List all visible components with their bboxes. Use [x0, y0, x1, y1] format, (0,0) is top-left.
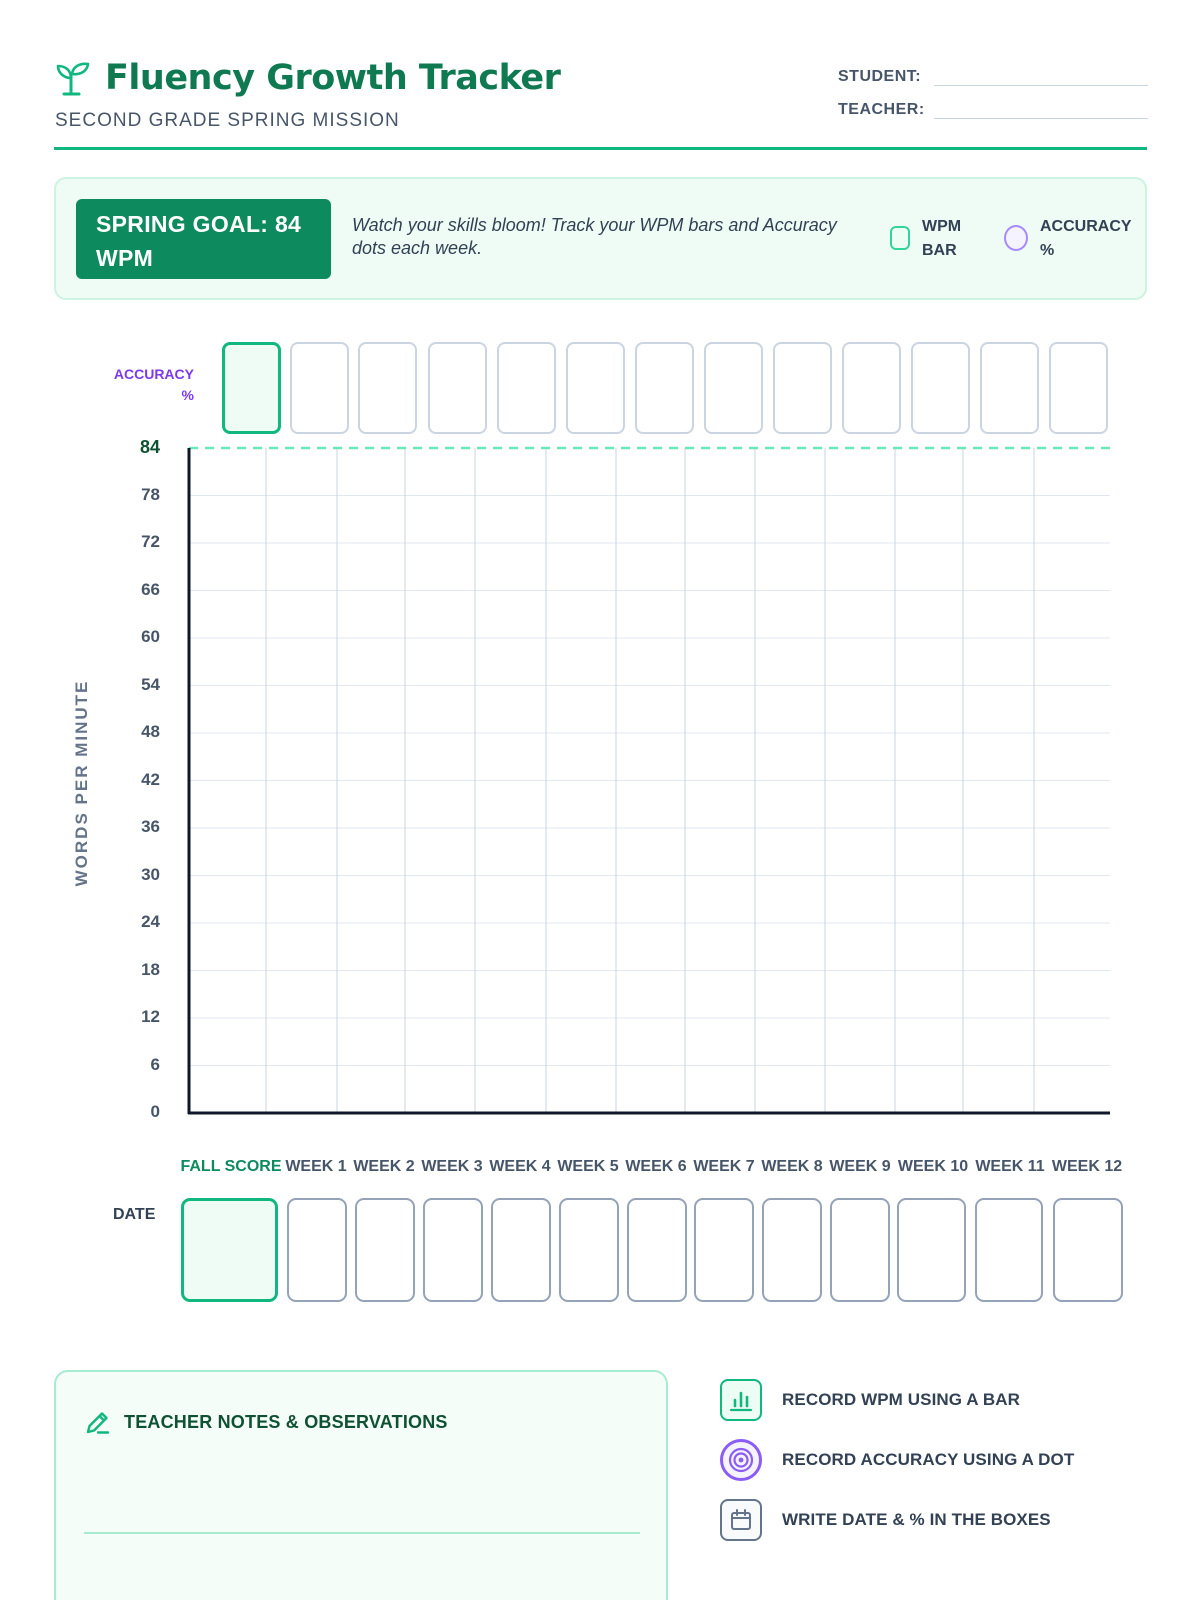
column-label: WEEK 12	[1051, 1158, 1123, 1175]
date-box[interactable]	[975, 1198, 1043, 1302]
column-label: WEEK 10	[897, 1158, 969, 1175]
page-subtitle: SECOND GRADE SPRING MISSION	[55, 110, 400, 131]
instruction-text: WRITE DATE & % IN THE BOXES	[782, 1510, 1051, 1529]
date-box[interactable]	[423, 1198, 483, 1302]
student-label: STUDENT:	[838, 68, 922, 85]
column-label: WEEK 3	[421, 1158, 483, 1175]
goal-badge: SPRING GOAL: 84 WPM	[76, 199, 331, 279]
notes-title: TEACHER NOTES & OBSERVATIONS	[124, 1412, 448, 1432]
column-label: WEEK 4	[489, 1158, 551, 1175]
calendar-icon	[720, 1499, 762, 1541]
date-box[interactable]	[627, 1198, 687, 1302]
y-tick-label: 24	[141, 912, 160, 931]
y-tick-label: 54	[141, 674, 160, 694]
target-icon	[720, 1439, 762, 1481]
column-label: WEEK 9	[829, 1158, 891, 1175]
teacher-label: TEACHER:	[838, 101, 925, 118]
goal-description: Watch your skills bloom! Track your WPM bars and Accuracy dots each week.	[352, 215, 837, 258]
date-box[interactable]	[287, 1198, 347, 1302]
y-tick-label: 72	[141, 532, 160, 551]
instruction-text: RECORD WPM USING A BAR	[782, 1390, 1020, 1409]
column-label: WEEK 2	[353, 1158, 415, 1175]
date-row-label: DATE	[113, 1206, 156, 1223]
date-box[interactable]	[762, 1198, 822, 1302]
column-label: WEEK 1	[285, 1158, 347, 1175]
accuracy-row-label: ACCURACY %	[113, 366, 194, 403]
accuracy-legend-label: ACCURACY %	[1040, 218, 1132, 259]
y-tick-label: 42	[141, 769, 160, 789]
y-tick-label: 6	[150, 1054, 160, 1074]
column-label: WEEK 6	[625, 1158, 687, 1175]
date-box[interactable]	[181, 1198, 278, 1302]
date-box[interactable]	[1053, 1198, 1123, 1302]
y-tick-label: 0	[150, 1102, 160, 1121]
date-box[interactable]	[355, 1198, 415, 1302]
y-axis-title: WORDS PER MINUTE	[72, 679, 91, 887]
y-tick-label: 36	[141, 817, 160, 836]
y-tick-label: 30	[141, 864, 160, 884]
y-tick-label: 78	[141, 484, 160, 504]
column-label: WEEK 11	[975, 1158, 1045, 1175]
y-tick-label: 66	[141, 579, 160, 599]
date-box[interactable]	[559, 1198, 619, 1302]
pencil-icon	[84, 1410, 110, 1436]
column-label: WEEK 7	[693, 1158, 755, 1175]
page-title: Fluency Growth Tracker	[105, 58, 561, 98]
bar-chart-icon	[720, 1379, 762, 1421]
date-box[interactable]	[830, 1198, 890, 1302]
y-tick-label: 12	[141, 1007, 160, 1026]
y-tick-label: 60	[141, 627, 160, 646]
instruction-text: RECORD ACCURACY USING A DOT	[782, 1450, 1075, 1469]
column-label: WEEK 8	[761, 1158, 823, 1175]
column-label: FALL SCORE	[180, 1158, 282, 1175]
column-label: WEEK 5	[557, 1158, 619, 1175]
date-box[interactable]	[694, 1198, 754, 1302]
instruction-item	[720, 1439, 1074, 1481]
y-tick-label: 18	[141, 959, 160, 979]
date-box[interactable]	[491, 1198, 551, 1302]
notes-writing-line[interactable]	[84, 1532, 640, 1534]
wpm-legend-label: WPM BAR	[922, 218, 962, 259]
instruction-item	[720, 1499, 1051, 1541]
teacher-notes-panel[interactable]	[54, 1370, 668, 1600]
date-box[interactable]	[897, 1198, 966, 1302]
y-tick-label: 84	[139, 437, 160, 457]
instruction-item	[720, 1379, 1020, 1421]
y-tick-label: 48	[141, 722, 160, 741]
